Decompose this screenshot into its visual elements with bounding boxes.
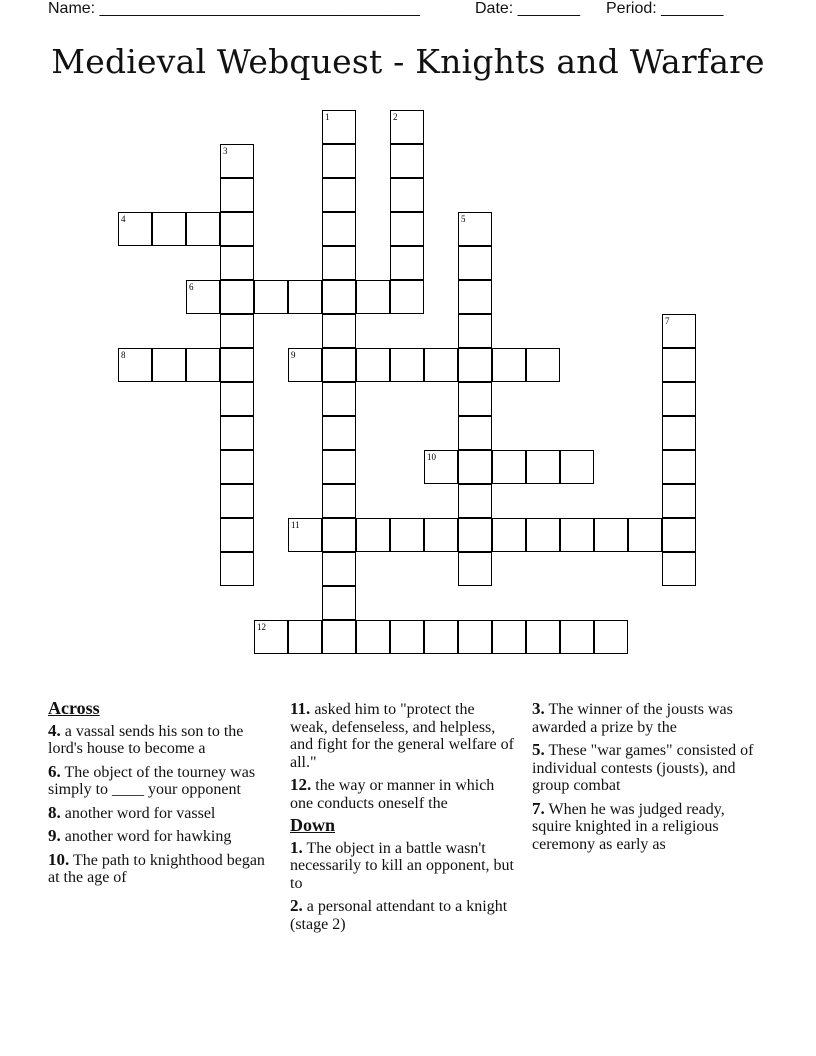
crossword-cell[interactable] <box>356 348 390 382</box>
crossword-cell[interactable] <box>662 450 696 484</box>
clue-number-10: 10 <box>427 452 436 462</box>
crossword-cell[interactable] <box>390 212 424 246</box>
crossword-cell[interactable] <box>594 518 628 552</box>
clue-number-5: 5 <box>461 214 466 224</box>
crossword-cell[interactable] <box>322 484 356 518</box>
crossword-cell[interactable] <box>288 518 322 552</box>
crossword-cell[interactable] <box>220 314 254 348</box>
crossword-cell[interactable] <box>220 518 254 552</box>
crossword-cell[interactable] <box>526 620 560 654</box>
crossword-cell[interactable] <box>458 416 492 450</box>
crossword-cell[interactable] <box>186 280 220 314</box>
crossword-cell[interactable] <box>424 518 458 552</box>
crossword-cell[interactable] <box>186 212 220 246</box>
crossword-cell[interactable] <box>288 348 322 382</box>
crossword-cell[interactable] <box>288 620 322 654</box>
crossword-cell[interactable] <box>322 620 356 654</box>
period-field-label[interactable]: Period: _______ <box>606 0 724 17</box>
clue-number-11: 11 <box>291 520 300 530</box>
crossword-cell[interactable] <box>662 314 696 348</box>
clue-down-5: 5. These "war games" consisted of individual contests (jousts), and group combat <box>532 740 754 794</box>
crossword-cell[interactable] <box>662 416 696 450</box>
clue-across-11: 11. asked him to "protect the weak, defenseless, and helpless, and fight for the general welfare of all." <box>290 699 514 771</box>
crossword-cell[interactable] <box>594 620 628 654</box>
across-clues-col-1 <box>48 700 280 892</box>
crossword-cell[interactable] <box>254 620 288 654</box>
crossword-cell[interactable] <box>526 348 560 382</box>
crossword-cell[interactable] <box>322 246 356 280</box>
crossword-cell[interactable] <box>458 246 492 280</box>
clue-number-2: 2 <box>393 112 398 122</box>
crossword-cell[interactable] <box>424 450 458 484</box>
crossword-cell[interactable] <box>492 620 526 654</box>
crossword-cell[interactable] <box>390 348 424 382</box>
crossword-cell[interactable] <box>458 314 492 348</box>
clue-down-2: 2. a personal attendant to a knight (stage 2) <box>290 896 508 933</box>
clue-across-10: 10. The path to knighthood began at the age of <box>48 849 265 886</box>
clue-down-3: 3. The winner of the jousts was awarded a prize by the <box>532 699 733 736</box>
crossword-cell[interactable] <box>322 178 356 212</box>
crossword-cell[interactable] <box>322 382 356 416</box>
crossword-cell[interactable] <box>458 620 492 654</box>
crossword-cell[interactable] <box>220 348 254 382</box>
crossword-cell[interactable] <box>152 212 186 246</box>
crossword-cell[interactable] <box>220 552 254 586</box>
crossword-cell[interactable] <box>458 212 492 246</box>
crossword-cell[interactable] <box>390 246 424 280</box>
crossword-cell[interactable] <box>356 280 390 314</box>
crossword-cell[interactable] <box>492 450 526 484</box>
clue-across-6: 6. The object of the tourney was simply to ____ your opponent <box>48 761 256 798</box>
crossword-cell[interactable] <box>322 280 356 314</box>
crossword-cell[interactable] <box>322 518 356 552</box>
crossword-cell[interactable] <box>560 620 594 654</box>
clue-number-9: 9 <box>291 350 296 360</box>
crossword-cell[interactable] <box>662 348 696 382</box>
crossword-cell[interactable] <box>492 518 526 552</box>
crossword-cell[interactable] <box>662 518 696 552</box>
crossword-cell[interactable] <box>390 110 424 144</box>
name-field-label[interactable]: Name: ____________________________________ <box>48 0 420 17</box>
crossword-cell[interactable] <box>526 518 560 552</box>
crossword-cell[interactable] <box>458 280 492 314</box>
clue-number-8: 8 <box>121 350 126 360</box>
clue-number-4: 4 <box>121 214 126 224</box>
crossword-cell[interactable] <box>118 212 152 246</box>
crossword-cell[interactable] <box>322 586 356 620</box>
crossword-cell[interactable] <box>254 280 288 314</box>
crossword-cell[interactable] <box>662 552 696 586</box>
clue-number-6: 6 <box>189 282 194 292</box>
crossword-cell[interactable] <box>220 416 254 450</box>
clue-across-12: 12. the way or manner in which one conducts oneself the <box>290 775 495 812</box>
crossword-cell[interactable] <box>662 382 696 416</box>
down-heading: Down <box>290 815 336 835</box>
clue-down-1: 1. The object in a battle wasn't necessarily to kill an opponent, but to <box>290 837 514 892</box>
crossword-cell[interactable] <box>390 518 424 552</box>
crossword-cell[interactable] <box>424 348 458 382</box>
crossword-cell[interactable] <box>220 280 254 314</box>
clue-across-9: 9. another word for hawking <box>48 826 232 845</box>
crossword-cell[interactable] <box>662 484 696 518</box>
crossword-cell[interactable] <box>458 552 492 586</box>
crossword-cell[interactable] <box>220 246 254 280</box>
crossword-cell[interactable] <box>152 348 186 382</box>
crossword-cell[interactable] <box>560 518 594 552</box>
date-field-label[interactable]: Date: _______ <box>475 0 580 17</box>
crossword-cell[interactable] <box>322 212 356 246</box>
across-heading: Across <box>48 698 100 718</box>
clue-across-8: 8. another word for vassel <box>48 802 216 822</box>
crossword-cell[interactable] <box>458 518 492 552</box>
crossword-cell[interactable] <box>390 620 424 654</box>
crossword-cell[interactable] <box>356 620 390 654</box>
crossword-cell[interactable] <box>288 280 322 314</box>
crossword-cell[interactable] <box>390 144 424 178</box>
crossword-cell[interactable] <box>322 416 356 450</box>
crossword-cell[interactable] <box>424 620 458 654</box>
crossword-cell[interactable] <box>220 178 254 212</box>
crossword-cell[interactable] <box>322 314 356 348</box>
clues-col-2 <box>290 700 515 938</box>
crossword-cell[interactable] <box>220 450 254 484</box>
crossword-cell[interactable] <box>322 552 356 586</box>
clue-number-12: 12 <box>257 622 266 632</box>
clue-number-7: 7 <box>665 316 670 326</box>
crossword-cell[interactable] <box>220 484 254 518</box>
crossword-cell[interactable] <box>220 382 254 416</box>
crossword-cell[interactable] <box>628 518 662 552</box>
crossword-cell[interactable] <box>390 178 424 212</box>
crossword-cell[interactable] <box>220 144 254 178</box>
crossword-cell[interactable] <box>322 348 356 382</box>
clue-across-4: 4. a vassal sends his son to the lord's house to become a <box>48 720 244 757</box>
crossword-cell[interactable] <box>458 382 492 416</box>
crossword-cell[interactable] <box>560 450 594 484</box>
clues-col-3 <box>532 700 757 858</box>
crossword-cell[interactable] <box>356 518 390 552</box>
crossword-cell[interactable] <box>322 110 356 144</box>
crossword-cell[interactable] <box>390 280 424 314</box>
crossword-cell[interactable] <box>220 212 254 246</box>
crossword-cell[interactable] <box>322 450 356 484</box>
crossword-cell[interactable] <box>526 450 560 484</box>
crossword-cell[interactable] <box>492 348 526 382</box>
crossword-cell[interactable] <box>458 450 492 484</box>
clue-down-7: 7. When he was judged ready, squire knighted in a religious ceremony as early as <box>532 798 725 853</box>
crossword-cell[interactable] <box>118 348 152 382</box>
clue-number-3: 3 <box>223 146 228 156</box>
page-title: Medieval Webquest - Knights and Warfare <box>51 42 765 81</box>
clue-number-1: 1 <box>325 112 330 122</box>
crossword-cell[interactable] <box>458 348 492 382</box>
crossword-cell[interactable] <box>458 484 492 518</box>
crossword-cell[interactable] <box>322 144 356 178</box>
crossword-cell[interactable] <box>186 348 220 382</box>
